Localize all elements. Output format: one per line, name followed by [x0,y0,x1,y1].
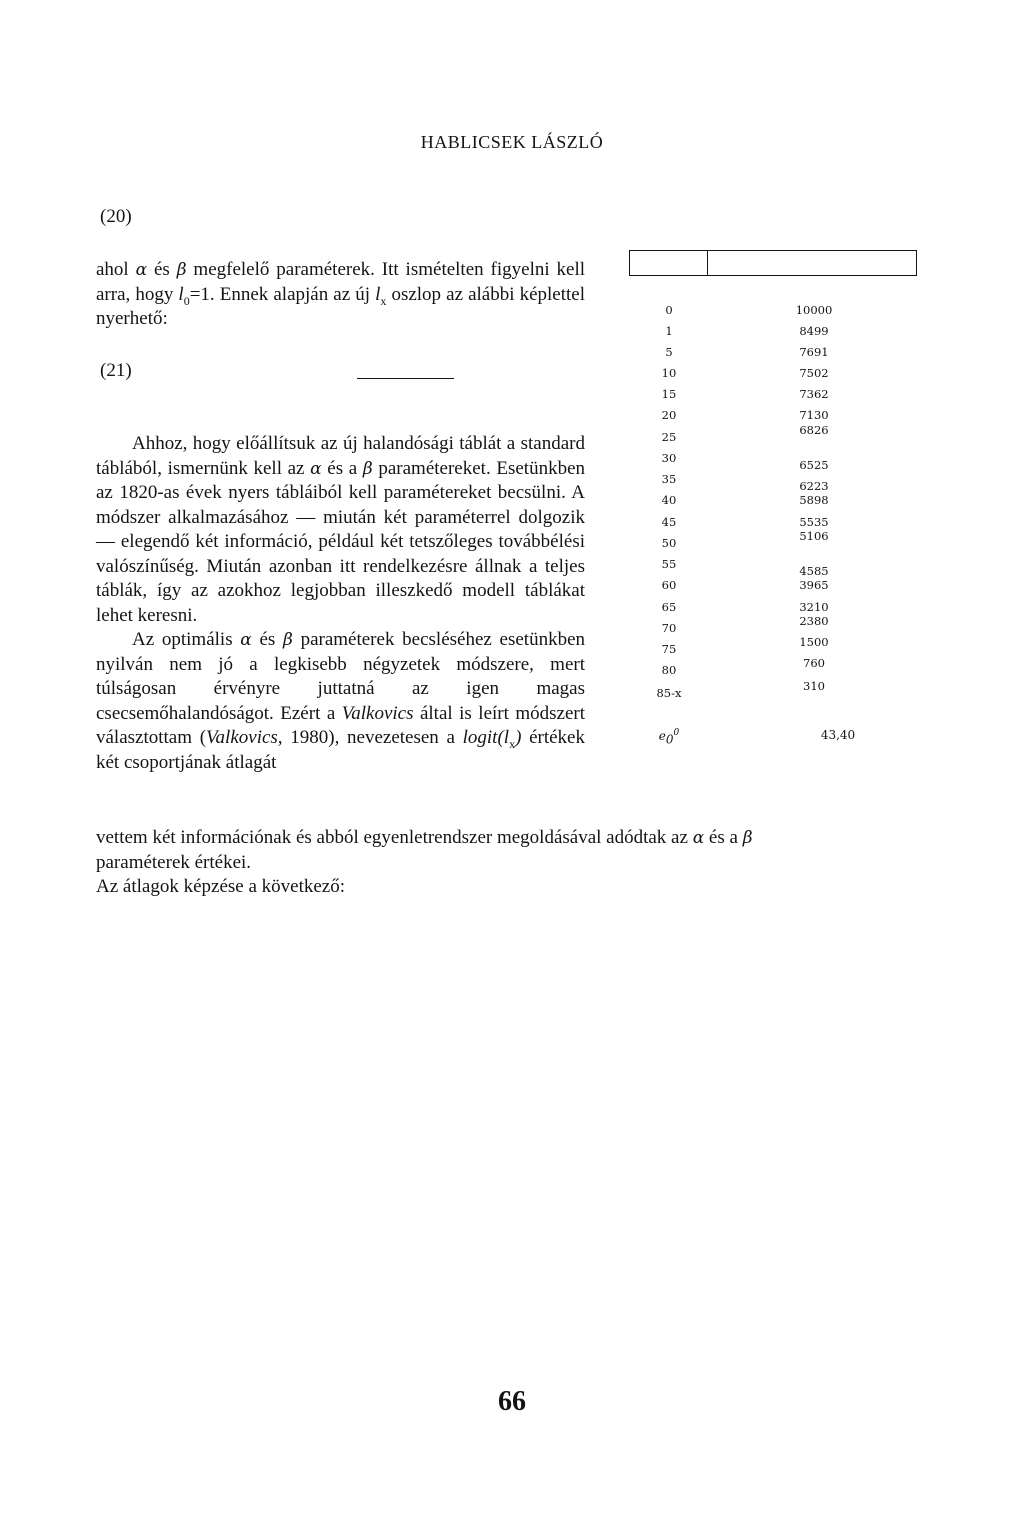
age-cell: 25 [661,430,677,444]
e0-value: 43,40 [820,728,856,742]
age-cell: 65 [661,600,677,614]
age-cell: 75 [661,642,677,656]
lx-cell: 5535 [799,515,829,529]
age-cell: 70 [661,621,677,635]
age-cell: 0 [665,303,673,317]
age-cell: 30 [661,451,677,465]
age-cell: 80 [661,663,677,677]
e0-label: $e_0^0$ [658,728,680,747]
age-cell: 45 [661,515,677,529]
age-cell: 5 [665,345,673,359]
age-cell: 10 [661,366,677,380]
beta-symbol: β [176,260,187,280]
paragraph-full-width: vettem két információnak és abból egyenletrendszer megoldásával adódtak az α és a β paraméterek értékei. Az átlagok képzése a következő: [96,827,753,897]
table-header-separator [707,250,708,276]
lx-cell: 3965 [799,578,829,592]
table-row [629,529,859,557]
table-header-box [629,250,917,276]
age-cell: 55 [661,557,677,571]
page-number: 66 [498,1386,526,1417]
lx-cell: 4585 [799,564,829,578]
table-row [629,423,859,451]
lx-cell: 8499 [799,324,829,338]
lx-cell: 10000 [795,303,833,317]
equation-number-20: (20) [100,206,132,227]
table-row [629,303,859,324]
lx-cell: 7362 [799,387,829,401]
age-cell: 35 [661,472,677,486]
lx-cell: 5106 [799,529,829,543]
fraction-line [357,378,454,379]
table-row [629,472,859,493]
lx-cell: 7130 [799,408,829,422]
lx-cell: 6826 [799,423,829,437]
table-row [629,493,859,514]
alpha-symbol: α [135,260,148,280]
lx-cell: 310 [803,679,825,693]
table-row [629,387,859,408]
age-cell: 20 [661,408,677,422]
lx-cell: 5898 [799,493,829,507]
paragraph-intro: ahol α és β megfelelő paraméterek. Itt ismételten figyelni kell arra, hogy $l_0=1$. Ennek alapján az új $l_x$ oszlop az alábbi képlettel nyerhető: [96,259,586,329]
table-row [629,324,859,345]
lx-cell: 1500 [799,635,829,649]
table-row [629,679,859,707]
equation-number-21: (21) [100,360,132,381]
age-cell: 15 [661,387,677,401]
table-row [629,345,859,366]
age-cell: 50 [661,536,677,550]
lx-cell: 760 [803,656,825,670]
age-cell: 60 [661,578,677,592]
age-cell: 40 [661,493,677,507]
age-cell: 85-x [656,686,682,700]
lx-cell: 7691 [799,345,829,359]
lx-cell: 3210 [799,600,829,614]
paragraph-method: Ahhoz, hogy előállítsuk az új halandósági táblát a standard táblából, ismernünk kell az α és a β paramétereket. Esetünkben az 1820-as évek nyers tábláiból kell paramétereket becsülni. A módszer alkalmazásához — miután két paraméterrel dolgozik — elegendő két információ, például két tetszőleges továbbélési valószínűség. Miután azonban itt rendelkezésre állnak a teljes táblák, így az azokhoz legjobban illeszkedő modell táblákat lehet keresni. Az optimális α és β paraméterek becsléséhez esetünkben nyilván nem jó a legkisebb négyzetek módszere, mert túlságosan érvényre juttatná az igen magas csecsemőhalandóságot. Ezért a Valkovics által is leírt módszert választottam (Valkovics, 1980), nevezetesen a $logit(l_x)$ értékek két csoportjának átlagát [96,433,586,773]
table-row [629,557,859,578]
table-row [629,451,859,472]
lx-cell: 2380 [799,614,829,628]
running-header: HABLICSEK LÁSZLÓ [420,132,604,152]
table-row [629,366,859,387]
table-row [629,578,859,599]
lx-cell: 7502 [799,366,829,380]
lx-cell: 6525 [799,458,829,472]
age-cell: 1 [665,324,673,338]
lx-cell: 6223 [799,479,829,493]
